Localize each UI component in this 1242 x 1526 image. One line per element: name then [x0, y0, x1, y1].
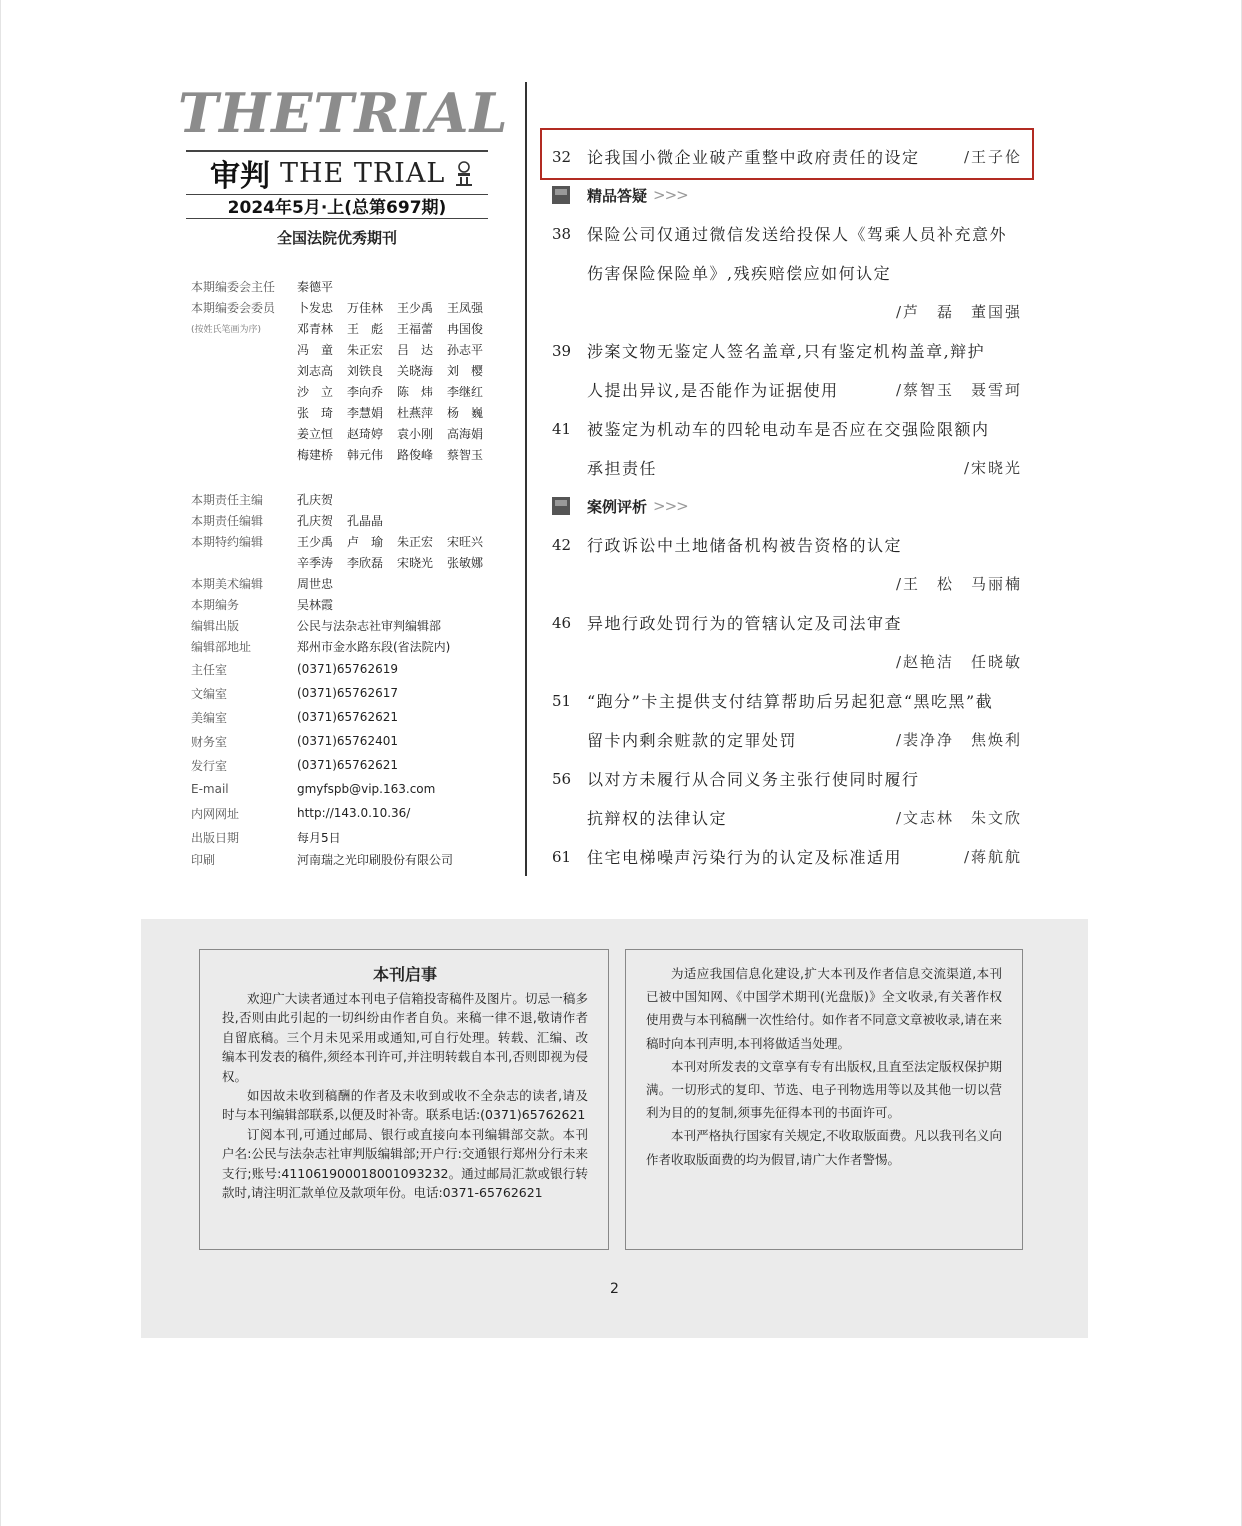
- staff-value: (0371)65762401: [297, 734, 398, 748]
- toc-title-cont: 抗辩权的法律认定: [587, 809, 728, 828]
- staff-value: 李慧娟: [347, 406, 384, 420]
- staff-value: (0371)65762621: [297, 710, 398, 724]
- staff-value: 辛季涛: [297, 556, 334, 570]
- staff-row: [191, 489, 521, 510]
- slogan: 全国法院优秀期刊: [276, 229, 397, 247]
- staff-row: [191, 360, 521, 381]
- rights-paragraph: 本刊严格执行国家有关规定,不收取版面费。凡以我刊名义向作者收取版面费的均为假冒,请广大作者警惕。: [646, 1128, 1002, 1167]
- staff-label: 主任室: [191, 662, 228, 677]
- column-divider: [525, 82, 527, 876]
- staff-label: 出版日期: [191, 830, 240, 845]
- staff-row: [191, 297, 521, 318]
- staff-label: 本期编委会委员: [191, 301, 276, 315]
- staff-value: 袁小刚: [397, 427, 434, 441]
- staff-value: 刘志高: [297, 364, 334, 378]
- staff-row: [191, 444, 521, 465]
- page-edge-left: [0, 0, 1, 1526]
- staff-value: 秦德平: [297, 280, 334, 294]
- section-square-icon: [552, 497, 570, 515]
- toc-author: /宋晓光: [963, 459, 1022, 477]
- toc-title-cont: 人提出异议,是否能作为证据使用: [587, 381, 839, 400]
- highlight-box: [540, 128, 1034, 180]
- staff-value: 张 琦: [297, 406, 334, 420]
- staff-row: [191, 276, 521, 297]
- staff-value: 梅建桥: [297, 448, 334, 462]
- staff-value: 冉国俊: [447, 322, 484, 336]
- staff-value: 赵琦婷: [347, 427, 384, 441]
- staff-row: [191, 552, 521, 573]
- staff-label: 编辑出版: [191, 619, 240, 633]
- big-logo: THETRIAL: [178, 81, 509, 145]
- staff-value: 高海娟: [447, 427, 484, 441]
- section-header: [540, 491, 1040, 521]
- staff-value: 周世忠: [297, 577, 334, 591]
- staff-value: 王少禹: [297, 535, 334, 549]
- staff-label: 本期美术编辑: [191, 577, 264, 591]
- toc-author: /裴净净 焦焕利: [895, 731, 1022, 749]
- staff-value: 每月5日: [297, 830, 341, 845]
- staff-label: 印刷: [191, 853, 216, 867]
- toc-page: 56: [552, 769, 572, 788]
- toc-entry[interactable]: [540, 681, 1040, 759]
- toc-title: 保险公司仅通过微信发送给投保人《驾乘人员补充意外: [587, 225, 1008, 244]
- staff-row: [191, 801, 521, 825]
- staff-value: (0371)65762621: [297, 758, 398, 772]
- section-title: 精品答疑: [587, 186, 648, 205]
- staff-row: [191, 318, 521, 339]
- toc-title-cont: 伤害保险保险单》,残疾赔偿应如何认定: [587, 264, 892, 283]
- staff-label: 本期编委会主任: [191, 280, 276, 294]
- staff-row: [191, 594, 521, 615]
- notice-panel: [141, 919, 1088, 1338]
- staff-label: 文编室: [191, 686, 228, 701]
- notice-box: [199, 949, 609, 1250]
- staff-value: 姜立恒: [297, 427, 334, 441]
- staff-value: 李向乔: [347, 385, 384, 399]
- staff-row: [191, 705, 521, 729]
- email-link[interactable]: gmyfspb@vip.163.com: [297, 782, 436, 796]
- staff-value: 刘铁良: [347, 364, 384, 378]
- toc-title: “跑分”卡主提供支付结算帮助后另起犯意“黑吃黑”截: [587, 692, 994, 711]
- toc-entry[interactable]: [540, 603, 1040, 681]
- staff-row: [191, 531, 521, 552]
- staff-row: [191, 636, 521, 657]
- table-of-contents: [540, 137, 1040, 876]
- staff-value: (0371)65762617: [297, 686, 398, 700]
- staff-row: [191, 423, 521, 444]
- staff-row: [191, 339, 521, 360]
- notice-paragraph: 如因故未收到稿酬的作者及未收到或收不全杂志的读者,请及时与本刊编辑部联系,以便及时补寄。联系电话:(0371)65762621: [222, 1088, 588, 1123]
- staff-row: [191, 402, 521, 423]
- section-square-icon: [552, 186, 570, 204]
- rights-paragraph: 本刊对所发表的文章享有专有出版权,且直至法定版权保护期满。一切形式的复印、节选、电子刊物选用等以及其他一切以营利为目的的复制,须事先征得本刊的书面许可。: [646, 1058, 1002, 1121]
- toc-title: 异地行政处罚行为的管辖认定及司法审查: [587, 614, 903, 633]
- toc-entry[interactable]: [540, 837, 1040, 876]
- staff-row: [191, 657, 521, 681]
- staff-value: 李欣磊: [347, 556, 384, 570]
- notice-paragraph: 订阅本刊,可通过邮局、银行或直接向本刊编辑部交款。本刊户名:公民与法杂志社审判版编辑部;开户行:交通银行郑州分行未来支行;账号:411061900018001093232。通过邮局汇款或银行转款时,请注明汇款单位及款项年份。电话:0371-65762621: [222, 1126, 588, 1201]
- toc-entry-highlighted[interactable]: [540, 137, 1040, 176]
- staff-value: 朱正宏: [347, 343, 384, 357]
- toc-page: 38: [552, 224, 572, 243]
- toc-author: /芦 磊 董国强: [895, 303, 1022, 321]
- notice-title: 本刊启事: [372, 965, 437, 984]
- staff-value: 郑州市金水路东段(省法院内): [297, 640, 451, 654]
- staff-value: 河南瑞之光印刷股份有限公司: [297, 853, 454, 867]
- title-en: THE TRIAL: [280, 157, 446, 189]
- toc-title: 被鉴定为机动车的四轮电动车是否应在交强险限额内: [587, 420, 990, 439]
- staff-row: [191, 510, 521, 531]
- staff-row: [191, 777, 521, 801]
- staff-value: 朱正宏: [397, 535, 434, 549]
- staff-label: E-mail: [191, 782, 229, 796]
- notice-paragraph: 欢迎广大读者通过本刊电子信箱投寄稿件及图片。切忌一稿多投,否则由此引起的一切纠纷由作者自负。来稿一律不退,敬请作者自留底稿。三个月未见采用或通知,可自行处理。转载、汇编、改编本刊发表的稿件,须经本刊许可,并注明转载自本刊,否则即视为侵权。: [222, 991, 588, 1084]
- staff-value: 冯 童: [297, 343, 334, 357]
- toc-author: /蔡智玉 聂雪珂: [895, 381, 1022, 399]
- toc-entry[interactable]: [540, 331, 1040, 409]
- staff-row: [191, 381, 521, 402]
- chevron-right-icon: >>>: [653, 497, 688, 515]
- staff-row: [191, 681, 521, 705]
- toc-title: 涉案文物无鉴定人签名盖章,只有鉴定机构盖章,辩护: [587, 342, 986, 361]
- emblem-icon: [453, 159, 475, 187]
- staff-label: 内网网址: [191, 806, 240, 821]
- toc-page: 42: [552, 535, 572, 554]
- toc-page: 51: [552, 691, 572, 710]
- toc-title: 住宅电梯噪声污染行为的认定及标准适用: [587, 848, 903, 867]
- toc-page: 39: [552, 341, 572, 360]
- staff-label: 本期编务: [191, 598, 240, 612]
- staff-value: 王 彪: [347, 322, 384, 336]
- toc-title: 行政诉讼中土地储备机构被告资格的认定: [587, 536, 903, 555]
- toc-page: 41: [552, 419, 572, 438]
- section-header: [540, 180, 1040, 210]
- staff-value: 吴林霞: [297, 598, 334, 612]
- toc-entry[interactable]: [540, 759, 1040, 837]
- staff-value: 吕 达: [397, 343, 434, 357]
- staff-value: 公民与法杂志社审判编辑部: [297, 619, 442, 633]
- toc-author: /蒋航航: [963, 848, 1022, 866]
- staff-label: 本期责任编辑: [191, 514, 264, 528]
- toc-title-cont: 留卡内剩余赃款的定罪处罚: [587, 731, 798, 750]
- staff-value: 王凤强: [447, 301, 484, 315]
- toc-page: 46: [552, 613, 572, 632]
- toc-author: /文志林 朱文欣: [895, 809, 1022, 827]
- staff-label: 本期责任主编: [191, 493, 264, 507]
- staff-value: 万佳林: [347, 301, 384, 315]
- staff-label: 美编室: [191, 710, 228, 725]
- staff-row: [191, 615, 521, 636]
- toc-title: 论我国小微企业破产重整中政府责任的设定: [587, 148, 920, 167]
- intranet-link[interactable]: http://143.0.10.36/: [297, 806, 411, 820]
- chevron-right-icon: >>>: [653, 186, 688, 204]
- staff-value: 陈 炜: [397, 385, 434, 399]
- staff-row: [191, 825, 521, 849]
- toc-title-cont: 承担责任: [587, 459, 658, 478]
- staff-value: 韩元伟: [347, 448, 384, 462]
- toc-entry[interactable]: [540, 214, 1040, 331]
- staff-label: 编辑部地址: [191, 640, 252, 654]
- toc-author: /王子伦: [963, 148, 1022, 166]
- toc-author: /赵艳洁 任晓敏: [895, 653, 1022, 671]
- toc-page: 32: [552, 147, 572, 166]
- staff-value: 杨 巍: [447, 406, 484, 420]
- staff-row: [191, 729, 521, 753]
- staff-value: 关晓海: [397, 364, 434, 378]
- title-cn: 审判: [210, 159, 270, 194]
- toc-page: 61: [552, 847, 572, 866]
- rights-paragraph: 为适应我国信息化建设,扩大本刊及作者信息交流渠道,本刊已被中国知网、《中国学术期刊(光盘版)》全文收录,有关著作权使用费与本刊稿酬一次性给付。如作者不同意文章被收录,请在来稿时向本刊声明,本刊将做适当处理。: [646, 966, 1002, 1051]
- staff-label: 本期特约编辑: [191, 535, 264, 549]
- staff-row: [191, 753, 521, 777]
- staff-value: 邓青林: [297, 322, 334, 336]
- staff-value: 孔庆贺: [297, 514, 334, 528]
- staff-value: 沙 立: [297, 385, 334, 399]
- issue-date: 2024年5月·上(总第697期): [227, 198, 447, 218]
- staff-value: 王少禹: [397, 301, 434, 315]
- staff-value: 卢 瑜: [347, 535, 384, 549]
- staff-value: 孔庆贺: [297, 493, 334, 507]
- staff-row: [191, 849, 521, 870]
- masthead: [210, 153, 475, 193]
- toc-title: 以对方未履行从合同义务主张行使同时履行: [587, 770, 920, 789]
- staff-value: 卜发忠: [297, 301, 334, 315]
- staff-label: 财务室: [191, 734, 228, 749]
- toc-author: /王 松 马丽楠: [895, 575, 1022, 593]
- masthead-rule: [186, 194, 488, 195]
- staff-value: 孔晶晶: [347, 514, 384, 528]
- staff-value: 李继红: [447, 385, 484, 399]
- staff-value: 宋晓光: [397, 556, 434, 570]
- toc-entry[interactable]: [540, 525, 1040, 603]
- staff-value: 张敏娜: [447, 556, 484, 570]
- toc-entry[interactable]: [540, 409, 1040, 487]
- page-number: 2: [610, 1281, 619, 1297]
- staff-value: 宋旺兴: [447, 535, 484, 549]
- committee-note: (按姓氏笔画为序): [191, 325, 262, 335]
- staff-value: 王福蕾: [397, 322, 434, 336]
- rights-box: [625, 949, 1023, 1250]
- staff-row: [191, 573, 521, 594]
- staff-list: [191, 276, 521, 870]
- staff-value: 孙志平: [447, 343, 484, 357]
- section-title: 案例评析: [587, 497, 648, 516]
- masthead-rule: [186, 218, 488, 219]
- staff-value: 蔡智玉: [447, 448, 484, 462]
- staff-value: 路俊峰: [397, 448, 434, 462]
- staff-value: 杜燕萍: [397, 406, 434, 420]
- staff-value: (0371)65762619: [297, 662, 398, 676]
- staff-label: 发行室: [191, 758, 228, 773]
- staff-value: 刘 樱: [447, 364, 484, 378]
